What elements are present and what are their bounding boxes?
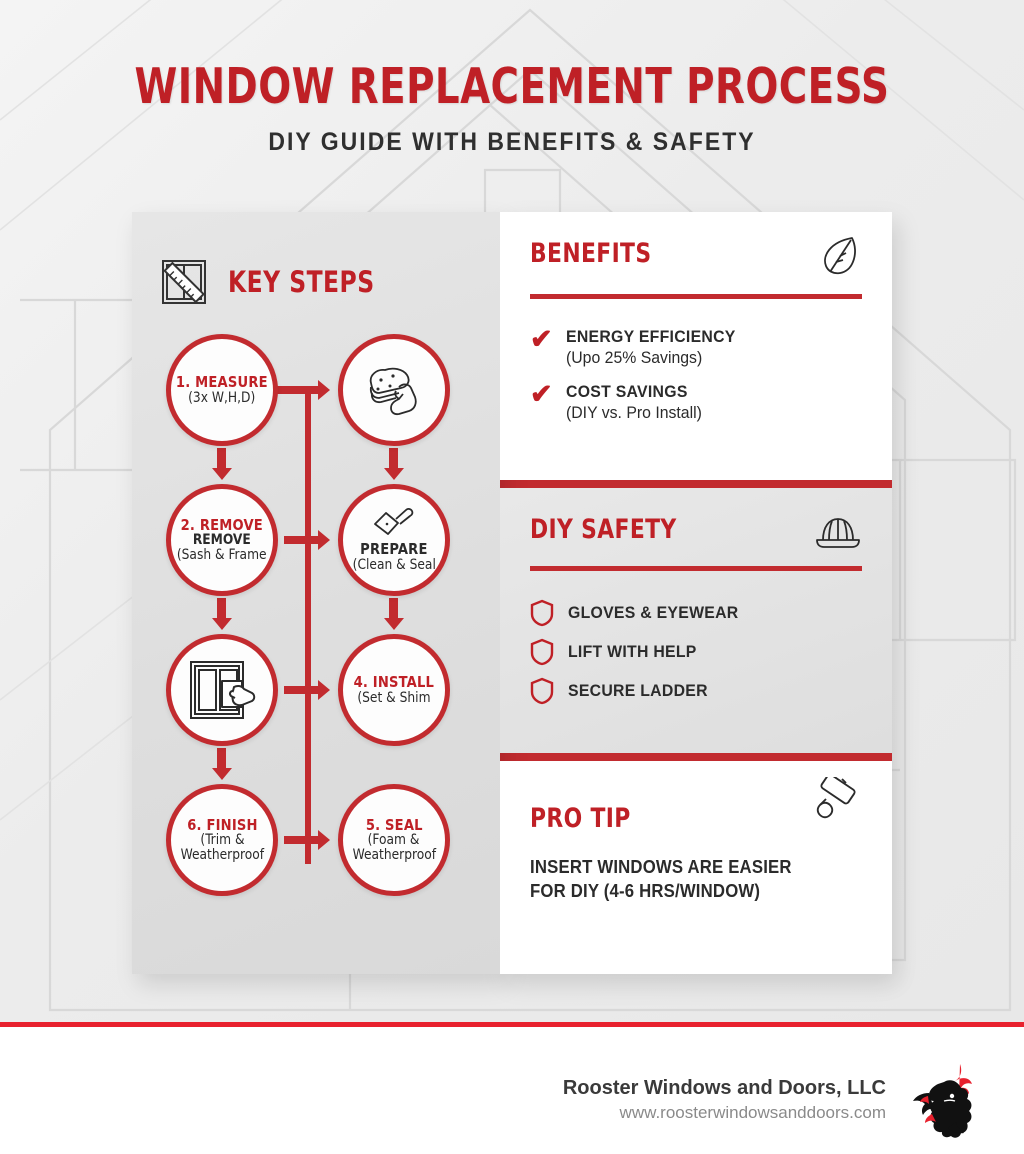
right-column	[500, 212, 892, 974]
panel-separator-2	[500, 753, 892, 761]
step-seal-title: 5. SEAL	[365, 815, 423, 834]
brand-name: Rooster Windows and Doors, LLC	[562, 1077, 886, 1099]
shield-icon	[530, 677, 554, 705]
hand-sponge-icon	[363, 361, 425, 419]
page-title: WINDOW REPLACEMENT PROCESS	[134, 58, 890, 115]
step-seal-sub2: Weatherproof	[352, 847, 436, 864]
safety-header	[530, 514, 862, 552]
arrow-spine-to-seal-head	[318, 830, 330, 850]
step-node-remove[interactable]	[166, 484, 278, 596]
safety-item	[530, 677, 862, 705]
leaf-icon	[818, 234, 862, 280]
arrow-spine-to-prepare-head	[318, 530, 330, 550]
arrow-spine-to-seal	[284, 836, 320, 844]
arrow-clean-to-prepare-head	[384, 468, 404, 480]
arrow-prepare-to-install	[389, 598, 398, 620]
step-remove-sub: (Sash & Frame	[177, 547, 267, 564]
shield-icon	[530, 599, 554, 627]
arrow-clean-to-prepare	[389, 448, 398, 470]
arrow-spine-to-install	[284, 686, 320, 694]
putty-knife-icon	[372, 507, 416, 539]
step-remove-line2: REMOVE	[193, 531, 251, 548]
step-prepare-sub: (Clean & Seal	[352, 556, 436, 573]
benefit-main: COST SAVINGS	[565, 382, 688, 401]
pro-tip-panel	[500, 761, 892, 974]
benefit-sub: (Upo 25% Savings)	[565, 348, 702, 367]
shield-icon	[530, 638, 554, 666]
footer	[0, 1027, 1024, 1154]
safety-label: LIFT WITH HELP	[568, 642, 697, 661]
benefit-main: ENERGY EFFICIENCY	[565, 327, 736, 346]
step-remove-title: 2. REMOVE	[180, 515, 264, 534]
check-icon: ✔	[530, 379, 553, 409]
hard-hat-icon	[814, 514, 862, 552]
arrow-measure-to-remove-head	[212, 468, 232, 480]
safety-panel	[500, 488, 892, 753]
safety-item	[530, 599, 862, 627]
benefits-header	[530, 238, 862, 280]
arrow-spine-to-prepare	[284, 536, 320, 544]
window-ruler-icon	[158, 254, 214, 310]
step-measure-title: 1. MEASURE	[176, 373, 268, 392]
safety-item	[530, 638, 862, 666]
step-node-install-illustration[interactable]	[166, 634, 278, 746]
safety-label: GLOVES & EYEWEAR	[568, 603, 739, 622]
flow-spine	[305, 390, 311, 864]
benefit-item	[530, 379, 862, 423]
benefits-panel	[500, 212, 892, 480]
arrow-remove-to-install-photo	[217, 598, 226, 620]
benefits-rule	[530, 294, 862, 299]
arrow-install-photo-to-finish-head	[212, 768, 232, 780]
benefit-item	[530, 324, 862, 368]
step-finish-sub2: Weatherproof	[180, 847, 264, 864]
arrow-measure-to-remove	[217, 448, 226, 470]
process-flow	[132, 334, 500, 934]
safety-rule	[530, 566, 862, 571]
page-subtitle: DIY GUIDE WITH BENEFITS & SAFETY	[268, 128, 756, 156]
arrow-remove-to-install-photo-head	[212, 618, 232, 630]
step-finish-title: 6. FINISH	[186, 815, 258, 834]
arrow-prepare-to-install-head	[384, 618, 404, 630]
benefit-sub: (DIY vs. Pro Install)	[565, 403, 702, 422]
key-steps-panel	[132, 212, 500, 974]
key-steps-header	[132, 212, 500, 310]
pro-tip-line1: INSERT WINDOWS ARE EASIER	[530, 857, 792, 877]
step-node-finish[interactable]	[166, 784, 278, 896]
arrow-measure-to-clean-head	[318, 380, 330, 400]
step-finish-sub: (Trim &	[199, 831, 245, 848]
pro-tip-header	[530, 803, 862, 834]
safety-title: DIY SAFETY	[530, 514, 677, 545]
header	[0, 58, 1024, 157]
key-steps-title: KEY STEPS	[228, 265, 375, 299]
step-node-clean[interactable]	[338, 334, 450, 446]
benefits-list	[530, 324, 862, 423]
step-node-install[interactable]	[338, 634, 450, 746]
check-icon: ✔	[530, 324, 553, 354]
step-measure-sub: (3x W,H,D)	[188, 389, 256, 406]
step-node-seal[interactable]	[338, 784, 450, 896]
window-install-icon	[186, 657, 258, 723]
safety-label: SECURE LADDER	[568, 681, 708, 700]
step-install-sub: (Set & Shim	[357, 689, 431, 706]
pro-tip-line2: FOR DIY (4-6 HRS/WINDOW)	[530, 881, 761, 902]
pro-tip-title: PRO TIP	[530, 803, 631, 834]
rooster-logo-icon	[908, 1060, 990, 1140]
benefits-title: BENEFITS	[530, 238, 652, 269]
step-install-title: 4. INSTALL	[353, 673, 435, 692]
step-node-measure[interactable]	[166, 334, 278, 446]
step-prepare-title: PREPARE	[360, 540, 428, 559]
arrow-spine-to-install-head	[318, 680, 330, 700]
content-panels	[132, 212, 892, 974]
panel-separator-1	[500, 480, 892, 488]
arrow-install-photo-to-finish	[217, 748, 226, 770]
step-node-prepare[interactable]	[338, 484, 450, 596]
paint-roller-icon	[806, 777, 862, 833]
safety-list	[530, 599, 862, 705]
step-seal-sub: (Foam &	[368, 831, 420, 848]
brand-url[interactable]: www.roosterwindowsanddoors.com	[619, 1103, 886, 1122]
